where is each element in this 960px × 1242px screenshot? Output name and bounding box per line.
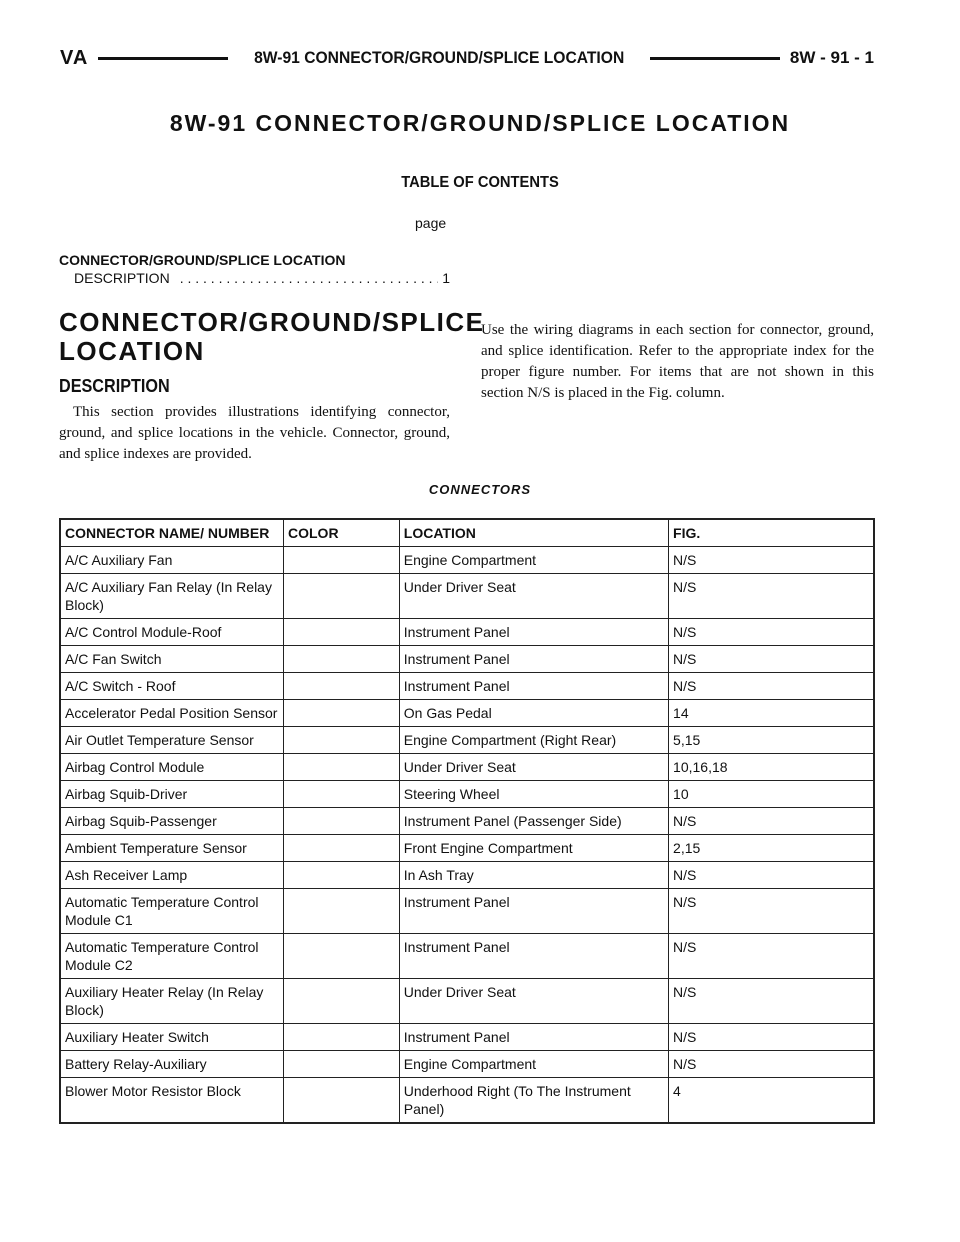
fig-cell: N/S bbox=[669, 547, 874, 574]
table-row bbox=[60, 808, 874, 835]
connector-name-cell: Airbag Squib-Passenger bbox=[60, 808, 284, 835]
connector-name-cell: Blower Motor Resistor Block bbox=[60, 1078, 284, 1124]
table-row bbox=[60, 934, 874, 979]
fig-cell: N/S bbox=[669, 934, 874, 979]
header-rule-right bbox=[650, 57, 780, 60]
toc-entry-label: DESCRIPTION bbox=[74, 270, 170, 286]
color-cell bbox=[284, 808, 400, 835]
location-cell: Steering Wheel bbox=[399, 781, 668, 808]
table-row bbox=[60, 781, 874, 808]
connector-name-cell: Automatic Temperature Control Module C2 bbox=[60, 934, 284, 979]
color-cell bbox=[284, 574, 400, 619]
connector-name-cell: A/C Control Module-Roof bbox=[60, 619, 284, 646]
table-row bbox=[60, 1051, 874, 1078]
color-cell bbox=[284, 781, 400, 808]
table-row bbox=[60, 547, 874, 574]
header-section-title: 8W-91 CONNECTOR/GROUND/SPLICE LOCATION bbox=[254, 48, 625, 67]
location-cell: Instrument Panel bbox=[399, 646, 668, 673]
location-cell: Front Engine Compartment bbox=[399, 835, 668, 862]
description-paragraph-right: Use the wiring diagrams in each section for connector, ground, and splice identification. Refer to the appropriate index for the proper figure number. For items that are not shown in this section N/S is placed in the Fig. column. bbox=[481, 322, 874, 401]
header-page-number: 8W - 91 - 1 bbox=[789, 48, 874, 67]
connector-name-cell: A/C Auxiliary Fan Relay (In Relay Block) bbox=[60, 574, 284, 619]
toc-page-label: page bbox=[415, 215, 447, 231]
table-row bbox=[60, 979, 874, 1024]
location-cell: Under Driver Seat bbox=[399, 754, 668, 781]
location-cell: In Ash Tray bbox=[399, 862, 668, 889]
table-row bbox=[60, 889, 874, 934]
toc-leader-dots bbox=[180, 270, 439, 286]
location-cell: Engine Compartment (Right Rear) bbox=[399, 727, 668, 754]
color-cell bbox=[284, 979, 400, 1024]
location-cell: On Gas Pedal bbox=[399, 700, 668, 727]
location-cell: Instrument Panel (Passenger Side) bbox=[399, 808, 668, 835]
table-header-row bbox=[60, 519, 874, 547]
column-header-fig: FIG. bbox=[669, 519, 874, 547]
fig-cell: 5,15 bbox=[669, 727, 874, 754]
page-title: 8W-91 CONNECTOR/GROUND/SPLICE LOCATION bbox=[169, 110, 791, 136]
location-cell: Engine Compartment bbox=[399, 1051, 668, 1078]
table-row bbox=[60, 862, 874, 889]
color-cell bbox=[284, 619, 400, 646]
table-row bbox=[60, 646, 874, 673]
fig-cell: 14 bbox=[669, 700, 874, 727]
location-cell: Underhood Right (To The Instrument Panel) bbox=[399, 1078, 668, 1124]
color-cell bbox=[284, 1078, 400, 1124]
table-row bbox=[60, 754, 874, 781]
header-rule-left bbox=[98, 57, 228, 60]
connector-name-cell: A/C Switch - Roof bbox=[60, 673, 284, 700]
fig-cell: 4 bbox=[669, 1078, 874, 1124]
connector-name-cell: Air Outlet Temperature Sensor bbox=[60, 727, 284, 754]
toc-entry[interactable] bbox=[74, 270, 450, 286]
table-row bbox=[60, 727, 874, 754]
column-header-color: COLOR bbox=[284, 519, 400, 547]
fig-cell: 10,16,18 bbox=[669, 754, 874, 781]
toc-entry-title: CONNECTOR/GROUND/SPLICE LOCATION bbox=[59, 252, 346, 268]
location-cell: Instrument Panel bbox=[399, 934, 668, 979]
color-cell bbox=[284, 934, 400, 979]
color-cell bbox=[284, 1051, 400, 1078]
location-cell: Instrument Panel bbox=[399, 889, 668, 934]
connector-name-cell: Airbag Control Module bbox=[60, 754, 284, 781]
table-row bbox=[60, 574, 874, 619]
fig-cell: N/S bbox=[669, 646, 874, 673]
fig-cell: N/S bbox=[669, 862, 874, 889]
fig-cell: 2,15 bbox=[669, 835, 874, 862]
color-cell bbox=[284, 835, 400, 862]
description-paragraph-left: This section provides illustrations identifying connector, ground, and splice locations in the vehicle. Connector, ground, and splice indexes are provided. bbox=[59, 404, 450, 462]
table-row bbox=[60, 673, 874, 700]
color-cell bbox=[284, 889, 400, 934]
color-cell bbox=[284, 754, 400, 781]
location-cell: Instrument Panel bbox=[399, 673, 668, 700]
location-cell: Instrument Panel bbox=[399, 1024, 668, 1051]
connector-name-cell: Automatic Temperature Control Module C1 bbox=[60, 889, 284, 934]
table-row bbox=[60, 1024, 874, 1051]
fig-cell: N/S bbox=[669, 619, 874, 646]
section-title: CONNECTOR/GROUND/SPLICE LOCATION bbox=[59, 307, 485, 366]
connector-name-cell: A/C Fan Switch bbox=[60, 646, 284, 673]
connector-name-cell: Ash Receiver Lamp bbox=[60, 862, 284, 889]
connector-name-cell: Airbag Squib-Driver bbox=[60, 781, 284, 808]
connector-name-cell: Ambient Temperature Sensor bbox=[60, 835, 284, 862]
column-header-name: CONNECTOR NAME/ NUMBER bbox=[60, 519, 284, 547]
fig-cell: N/S bbox=[669, 979, 874, 1024]
table-row bbox=[60, 619, 874, 646]
table-row bbox=[60, 700, 874, 727]
color-cell bbox=[284, 862, 400, 889]
location-cell: Under Driver Seat bbox=[399, 979, 668, 1024]
connector-name-cell: Auxiliary Heater Switch bbox=[60, 1024, 284, 1051]
table-row bbox=[60, 835, 874, 862]
fig-cell: N/S bbox=[669, 889, 874, 934]
header-vehicle-code: VA bbox=[60, 46, 89, 69]
fig-cell: N/S bbox=[669, 1024, 874, 1051]
color-cell bbox=[284, 727, 400, 754]
color-cell bbox=[284, 700, 400, 727]
location-cell: Under Driver Seat bbox=[399, 574, 668, 619]
connectors-table bbox=[59, 518, 875, 1124]
fig-cell: N/S bbox=[669, 574, 874, 619]
color-cell bbox=[284, 1024, 400, 1051]
fig-cell: N/S bbox=[669, 673, 874, 700]
table-caption: CONNECTORS bbox=[428, 482, 532, 497]
toc-heading: TABLE OF CONTENTS bbox=[401, 174, 559, 191]
toc-entry-page: 1 bbox=[442, 270, 450, 286]
fig-cell: 10 bbox=[669, 781, 874, 808]
column-header-location: LOCATION bbox=[399, 519, 668, 547]
color-cell bbox=[284, 547, 400, 574]
color-cell bbox=[284, 646, 400, 673]
location-cell: Engine Compartment bbox=[399, 547, 668, 574]
running-header bbox=[60, 44, 874, 72]
location-cell: Instrument Panel bbox=[399, 619, 668, 646]
fig-cell: N/S bbox=[669, 1051, 874, 1078]
connector-name-cell: Auxiliary Heater Relay (In Relay Block) bbox=[60, 979, 284, 1024]
fig-cell: N/S bbox=[669, 808, 874, 835]
section-subtitle: DESCRIPTION bbox=[59, 376, 170, 396]
connector-name-cell: A/C Auxiliary Fan bbox=[60, 547, 284, 574]
color-cell bbox=[284, 673, 400, 700]
connector-name-cell: Battery Relay-Auxiliary bbox=[60, 1051, 284, 1078]
table-row bbox=[60, 1078, 874, 1124]
connector-name-cell: Accelerator Pedal Position Sensor bbox=[60, 700, 284, 727]
